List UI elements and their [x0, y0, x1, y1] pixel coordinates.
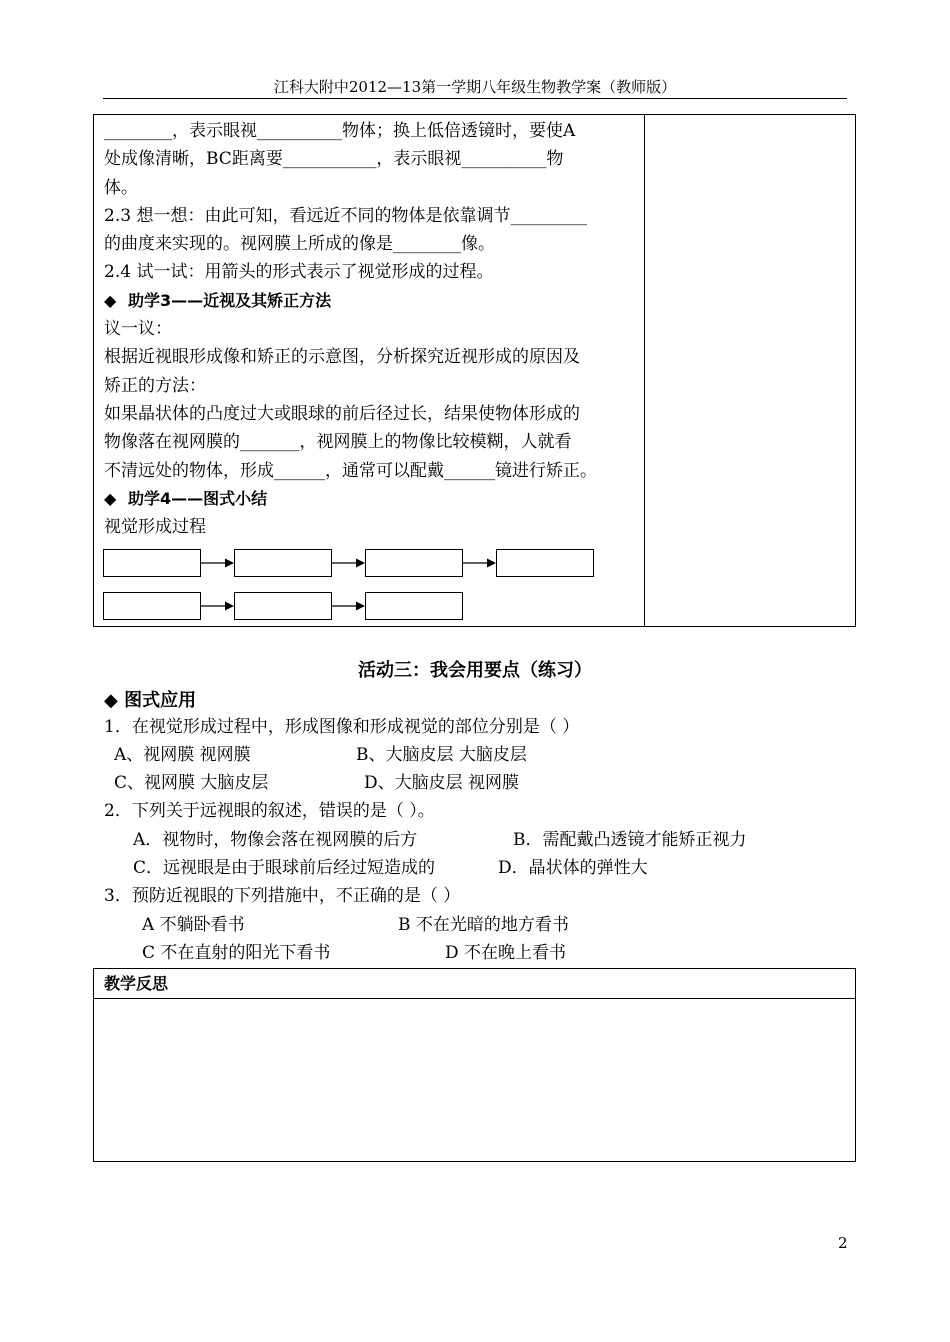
question-stem: 3．预防近视眼的下列措施中，不正确的是（ ） — [104, 886, 461, 906]
arrow-right-icon — [201, 557, 234, 569]
arrow-right-icon — [332, 557, 365, 569]
reflection-box — [93, 968, 856, 1162]
arrow-right-icon — [201, 600, 234, 612]
section-title: 图式应用 — [124, 690, 197, 711]
answer-option: C、视网膜 大脑皮层 — [114, 773, 269, 793]
help4-title: 助学4——图式小结 — [128, 488, 268, 508]
content-line: 2.4 试一试：用箭头的形式表示了视觉形成的过程。 — [104, 262, 494, 283]
flow-blank-box — [103, 549, 201, 577]
content-line: 矫正的方法： — [104, 375, 206, 396]
activity3-title: 活动三：我会用要点（练习） — [358, 660, 592, 681]
lesson-table — [93, 114, 856, 627]
arrow-right-icon — [332, 600, 365, 612]
help3-title: 助学3——近视及其矫正方法 — [128, 290, 332, 310]
answer-option: A 不躺卧看书 — [142, 915, 245, 935]
column-divider — [644, 115, 645, 626]
content-line: 2.3 想一想：由此可知，看远近不同的物体是依靠调节_________ — [104, 205, 587, 226]
flow-blank-box — [365, 592, 463, 620]
reflection-title: 教学反思 — [94, 969, 855, 999]
section-heading — [104, 686, 196, 712]
content-line: 体。 — [104, 177, 138, 198]
answer-option: B 不在光暗的地方看书 — [398, 915, 569, 935]
question-stem: 1．在视觉形成过程中，形成图像和形成视觉的部位分别是（ ） — [104, 717, 580, 737]
lesson-content-cell — [104, 117, 634, 541]
page-number: 2 — [838, 1234, 848, 1252]
diamond-bullet-icon: ◆ — [104, 488, 117, 508]
content-line: 物像落在视网膜的_______，视网膜上的物像比较模糊，人就看 — [104, 432, 572, 453]
answer-option: A．视物时，物像会落在视网膜的后方 — [133, 830, 418, 850]
question-stem: 2．下列关于远视眼的叙述，错误的是（ ）。 — [104, 801, 435, 821]
flow-blank-box — [234, 592, 332, 620]
answer-option: C 不在直射的阳光下看书 — [142, 943, 331, 963]
help4-heading — [104, 485, 634, 513]
answer-option: D．晶状体的弹性大 — [498, 858, 648, 878]
flow-blank-box — [496, 549, 594, 577]
page-header: 江科大附中2012—13第一学期八年级生物教学案（教师版） — [103, 76, 847, 99]
diamond-bullet-icon: ◆ — [104, 290, 117, 310]
content-line: 如果晶状体的凸度过大或眼球的前后径过长，结果使物体形成的 — [104, 403, 580, 424]
flow-blank-box — [365, 549, 463, 577]
help3-heading — [104, 287, 634, 315]
answer-option: D、大脑皮层 视网膜 — [364, 773, 520, 793]
answer-option: B．需配戴凸透镜才能矫正视力 — [513, 830, 747, 850]
flow-label: 视觉形成过程 — [104, 517, 206, 538]
answer-option: D 不在晚上看书 — [445, 943, 567, 963]
arrow-right-icon — [463, 557, 496, 569]
content-line: 处成像清晰，BC距离要___________，表示眼视__________物 — [104, 149, 564, 170]
content-line: 根据近视眼形成像和矫正的示意图，分析探究近视形成的原因及 — [104, 347, 580, 368]
content-line: ________，表示眼视__________物体；换上低倍透镜时，要使A — [104, 121, 576, 141]
content-line: 的曲度来实现的。视网膜上所成的像是________像。 — [104, 234, 495, 255]
diamond-bullet-icon: ◆ — [104, 690, 118, 711]
answer-option: B、大脑皮层 大脑皮层 — [356, 745, 527, 765]
answer-option: C．远视眼是由于眼球前后经过短造成的 — [133, 858, 436, 878]
flow-blank-box — [234, 549, 332, 577]
content-line: 议一议： — [104, 319, 172, 340]
flow-blank-box — [103, 592, 201, 620]
content-line: 不清远处的物体，形成______，通常可以配戴______镜进行矫正。 — [104, 460, 597, 481]
answer-option: A、视网膜 视网膜 — [114, 745, 251, 765]
